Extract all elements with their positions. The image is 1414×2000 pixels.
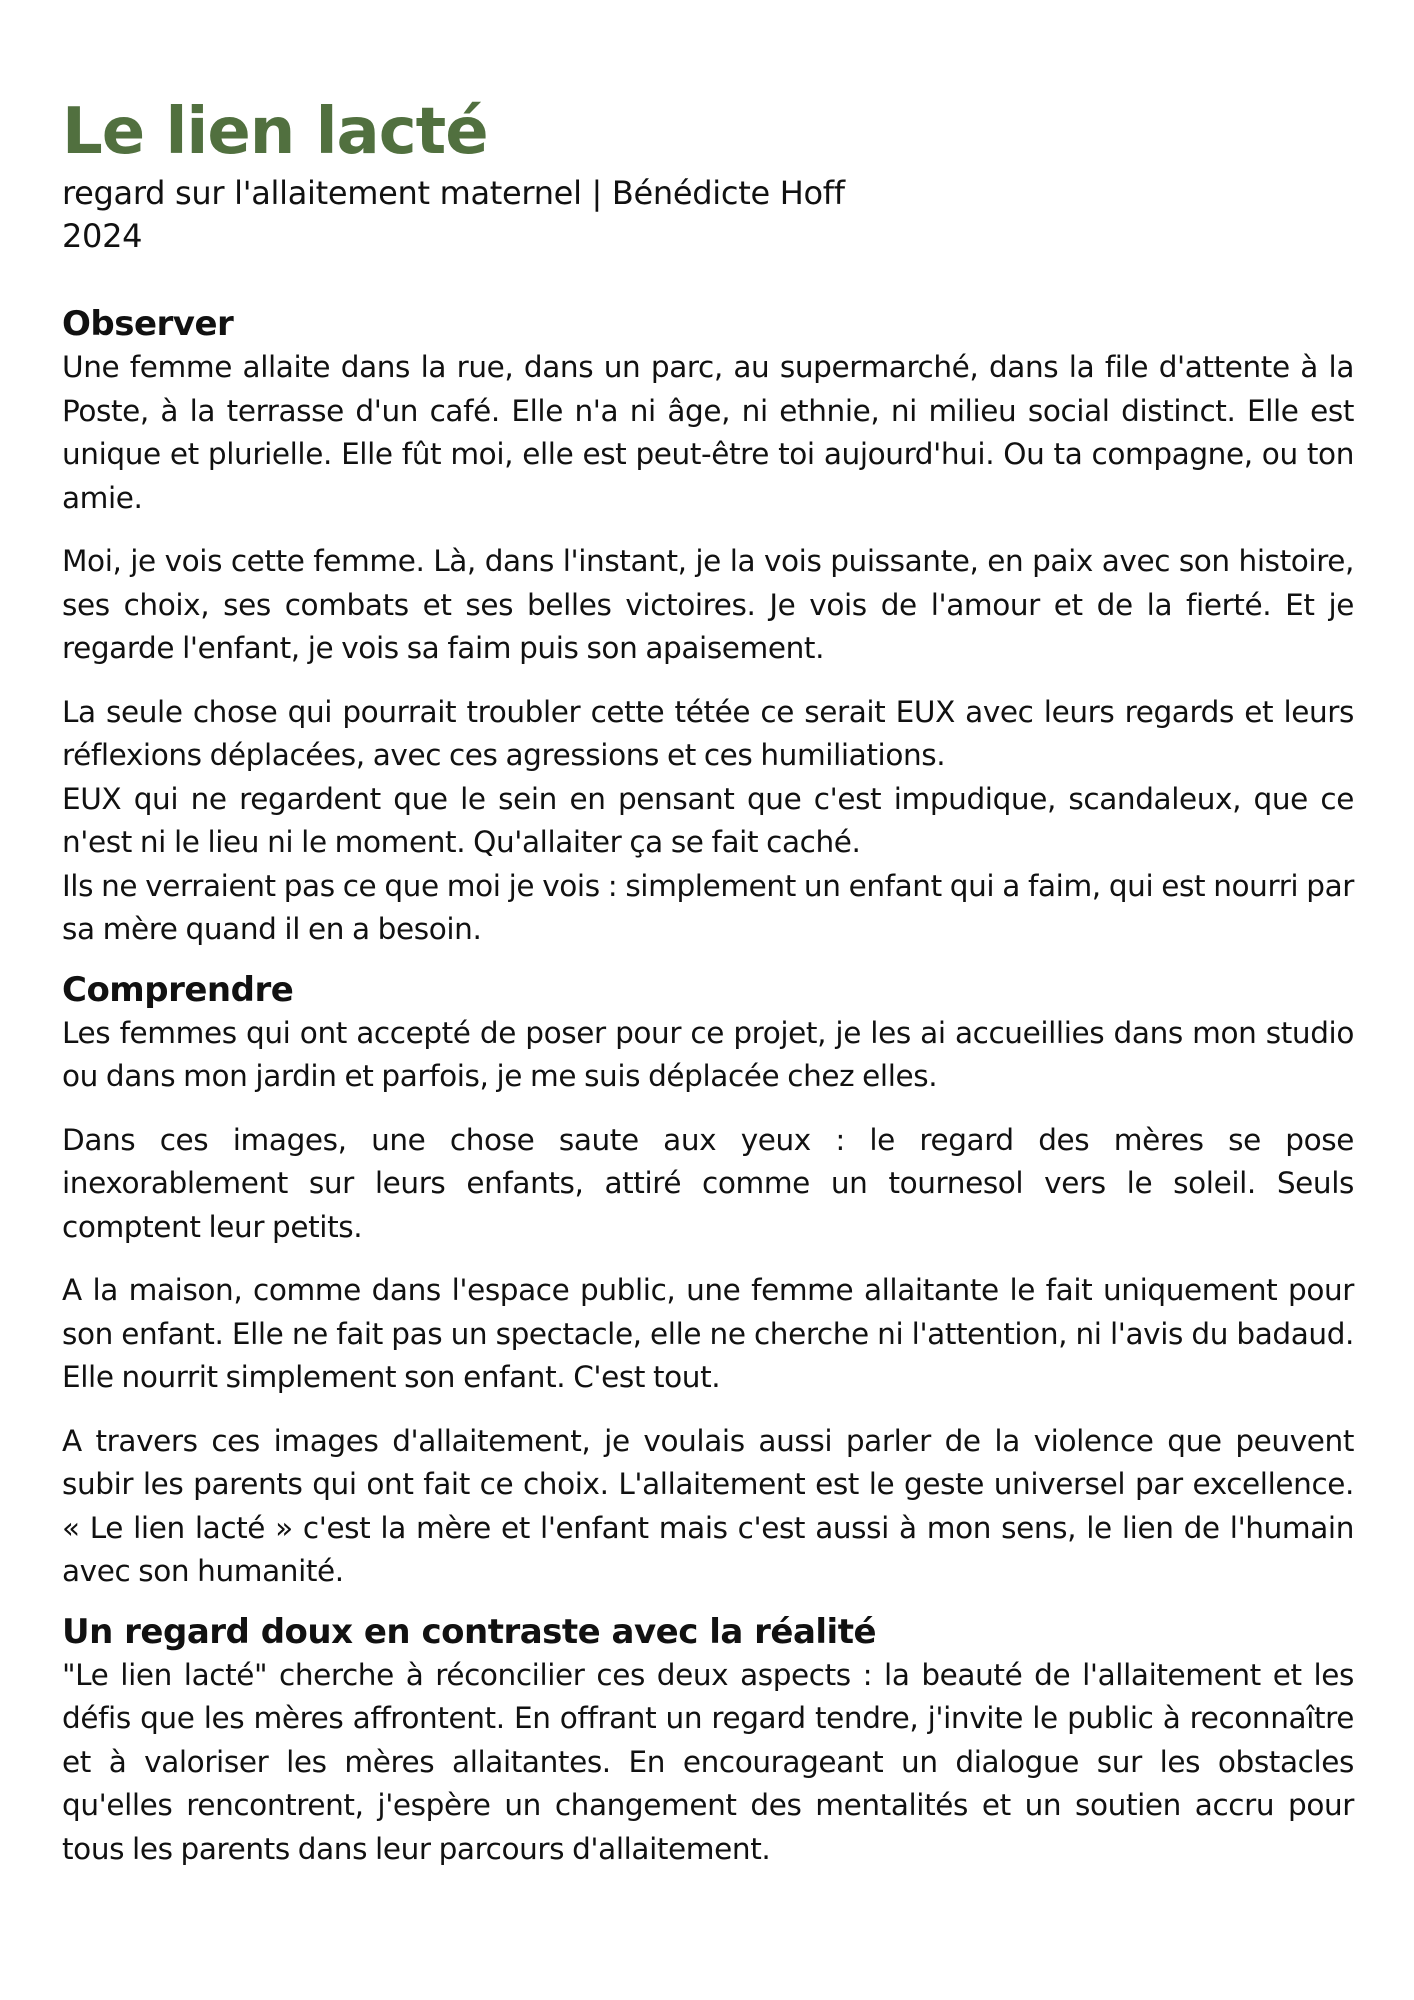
section-heading: Comprendre [62,969,294,1010]
document-year: 2024 [62,217,143,255]
document-page [62,92,1354,1871]
paragraph: A la maison, comme dans l'espace public, une femme allaitante le fait uniquement pour son enfant. Elle ne fait pas un spectacle, elle ne cherche ni l'attention, ni l'avis du badaud. Elle nourrit simplement son enfant. C'est tout. [62,1273,1354,1394]
section-comprendre [62,968,1354,1594]
paragraph: "Le lien lacté" cherche à réconcilier ces deux aspects : la beauté de l'allaitement et les défis que les mères affrontent. En offrant un regard tendre, j'invite le public à reconnaître et à valoriser les mères allaitantes. En encourageant un dialogue sur les obstacles qu'elles rencontrent, j'espère un changement des mentalités et un soutien accru pour tous les parents dans leur parcours d'allaitement. [62,1657,1354,1866]
section-observer [62,302,1354,952]
paragraph: La seule chose qui pourrait troubler cette tétée ce serait EUX avec leurs regards et leurs réflexions déplacées, avec ces agressions et ces humiliations. [62,694,1354,772]
paragraph: Une femme allaite dans la rue, dans un parc, au supermarché, dans la file d'attente à la Poste, à la terrasse d'un café. Elle n'a ni âge, ni ethnie, ni milieu social distinct. Elle est unique et plurielle. Elle fût moi, elle est peut-être toi aujourd'hui. Ou ta compagne, ou ton amie. [62,350,1354,515]
document-title: Le lien lacté [62,95,488,169]
paragraph: Les femmes qui ont accepté de poser pour ce projet, je les ai accueillies dans mon studio ou dans mon jardin et parfois, je me suis déplacée chez elles. [62,1015,1354,1093]
section-heading: Un regard doux en contraste avec la réalité [62,1611,877,1652]
section-heading: Observer [62,304,234,344]
paragraph: EUX qui ne regardent que le sein en pensant que c'est impudique, scandaleux, que ce n'est ni le lieu ni le moment. Qu'allaiter ça se fait caché. [62,781,1354,859]
section-regard-doux [62,1610,1354,1872]
paragraph: A travers ces images d'allaitement, je voulais aussi parler de la violence que peuvent subir les parents qui ont fait ce choix. L'allaitement est le geste universel par excellence. « Le lien lacté » c'est la mère et l'enfant mais c'est aussi à mon sens, le lien de l'humain avec son humanité. [62,1423,1354,1588]
paragraph: Ils ne verraient pas ce que moi je vois : simplement un enfant qui a faim, qui est nourri par sa mère quand il en a besoin. [62,868,1354,946]
document-subtitle: regard sur l'allaitement maternel | Bénédicte Hoff [62,174,845,212]
paragraph: Moi, je vois cette femme. Là, dans l'instant, je la vois puissante, en paix avec son histoire, ses choix, ses combats et ses belles victoires. Je vois de l'amour et de la fierté. Et je regarde l'enfant, je vois sa faim puis son apaisement. [62,544,1354,665]
paragraph: Dans ces images, une chose saute aux yeux : le regard des mères se pose inexorablement sur leurs enfants, attiré comme un tournesol vers le soleil. Seuls comptent leur petits. [62,1122,1354,1244]
